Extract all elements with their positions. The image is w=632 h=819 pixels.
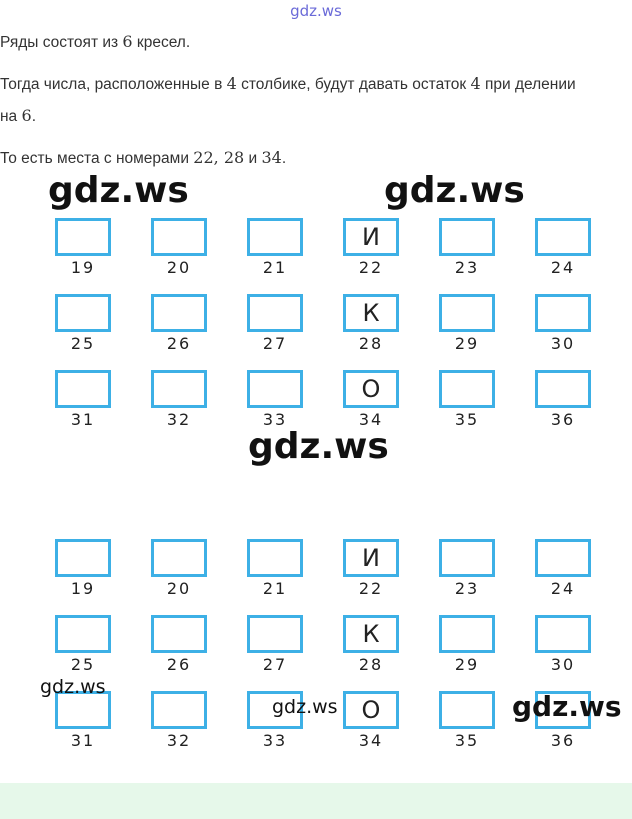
seat-box [247,615,303,653]
watermark-top: gdz.ws [290,2,342,20]
seat-number: 34 [358,731,384,750]
seat-number: 20 [166,579,192,598]
seat-box [535,218,591,256]
seat-box [151,615,207,653]
seat-box [55,218,111,256]
seat-number: 19 [70,258,96,277]
seat-number: 29 [454,334,480,353]
seat-number: 35 [454,410,480,429]
seat-box: И [343,539,399,577]
seat-box [535,615,591,653]
seat-box [151,539,207,577]
text-line-4 [0,148,286,169]
seat-number: 24 [550,258,576,277]
seat-number: 32 [166,410,192,429]
seat-number: 26 [166,655,192,674]
seat-box [535,370,591,408]
seat-number: 22 [358,579,384,598]
seat-number: 26 [166,334,192,353]
text-segment: при делении [480,76,576,93]
seat-number: 28 [358,655,384,674]
seat-number: 27 [262,655,288,674]
seat-number: 31 [70,731,96,750]
text-line-1 [0,32,190,53]
seat-box [151,294,207,332]
seat-box [151,370,207,408]
seat-box: И [343,218,399,256]
seat-number: 36 [550,410,576,429]
seat-number: 30 [550,655,576,674]
watermark: gdz.ws [248,426,389,467]
seat-number: 33 [262,731,288,750]
seat-number: 21 [262,579,288,598]
seat-box: О [343,370,399,408]
seat-box [247,294,303,332]
text-line-2 [0,74,576,95]
text-segment: кресел. [132,34,191,51]
seat-number: 22 [358,258,384,277]
math-value: 6 [21,106,32,125]
seat-number: 20 [166,258,192,277]
watermark: gdz.ws [384,170,525,211]
seat-box: К [343,294,399,332]
seat-number: 24 [550,579,576,598]
seat-number: 19 [70,579,96,598]
seat-number: 33 [262,410,288,429]
seat-box: О [343,691,399,729]
seat-box [55,539,111,577]
seat-number: 21 [262,258,288,277]
seat-box [535,539,591,577]
seat-number: 27 [262,334,288,353]
text-segment: столбике, будут давать остаток [236,76,471,93]
math-value: 4 [226,74,237,93]
seat-box [151,218,207,256]
seat-number: 35 [454,731,480,750]
seat-number: 32 [166,731,192,750]
text-segment: . [31,108,36,125]
seat-box [247,370,303,408]
seat-box [439,294,495,332]
seat-box [247,218,303,256]
watermark: gdz.ws [272,696,338,718]
seat-number: 28 [358,334,384,353]
watermark: gdz.ws [512,690,622,723]
seat-number: 23 [454,579,480,598]
seat-box [55,370,111,408]
watermark: gdz.ws [48,170,189,211]
math-value: 4 [470,74,481,93]
math-value: 6 [122,32,133,51]
seat-box [55,615,111,653]
math-value: 22, 28 [193,148,245,167]
seat-box [535,294,591,332]
text-segment: Ряды состоят из [0,34,123,51]
seat-number: 31 [70,410,96,429]
seat-number: 34 [358,410,384,429]
seat-box [439,218,495,256]
text-segment: . [281,150,287,167]
seat-number: 29 [454,655,480,674]
text-segment: и [244,150,262,167]
seat-number: 23 [454,258,480,277]
seat-box [247,539,303,577]
seat-number: 25 [70,334,96,353]
text-segment: То есть места с номерами [0,150,194,167]
seat-box [439,539,495,577]
seat-box [439,370,495,408]
seat-box [439,615,495,653]
watermark: gdz.ws [40,676,106,698]
seat-box [55,294,111,332]
text-segment: на [0,108,22,125]
seat-box: К [343,615,399,653]
text-line-3 [0,106,36,127]
footer-band [0,783,632,819]
seat-number: 30 [550,334,576,353]
math-value: 34 [261,148,282,167]
seat-number: 25 [70,655,96,674]
seat-box [151,691,207,729]
seat-box [439,691,495,729]
text-segment: Тогда числа, расположенные в [0,76,227,93]
seat-number: 36 [550,731,576,750]
